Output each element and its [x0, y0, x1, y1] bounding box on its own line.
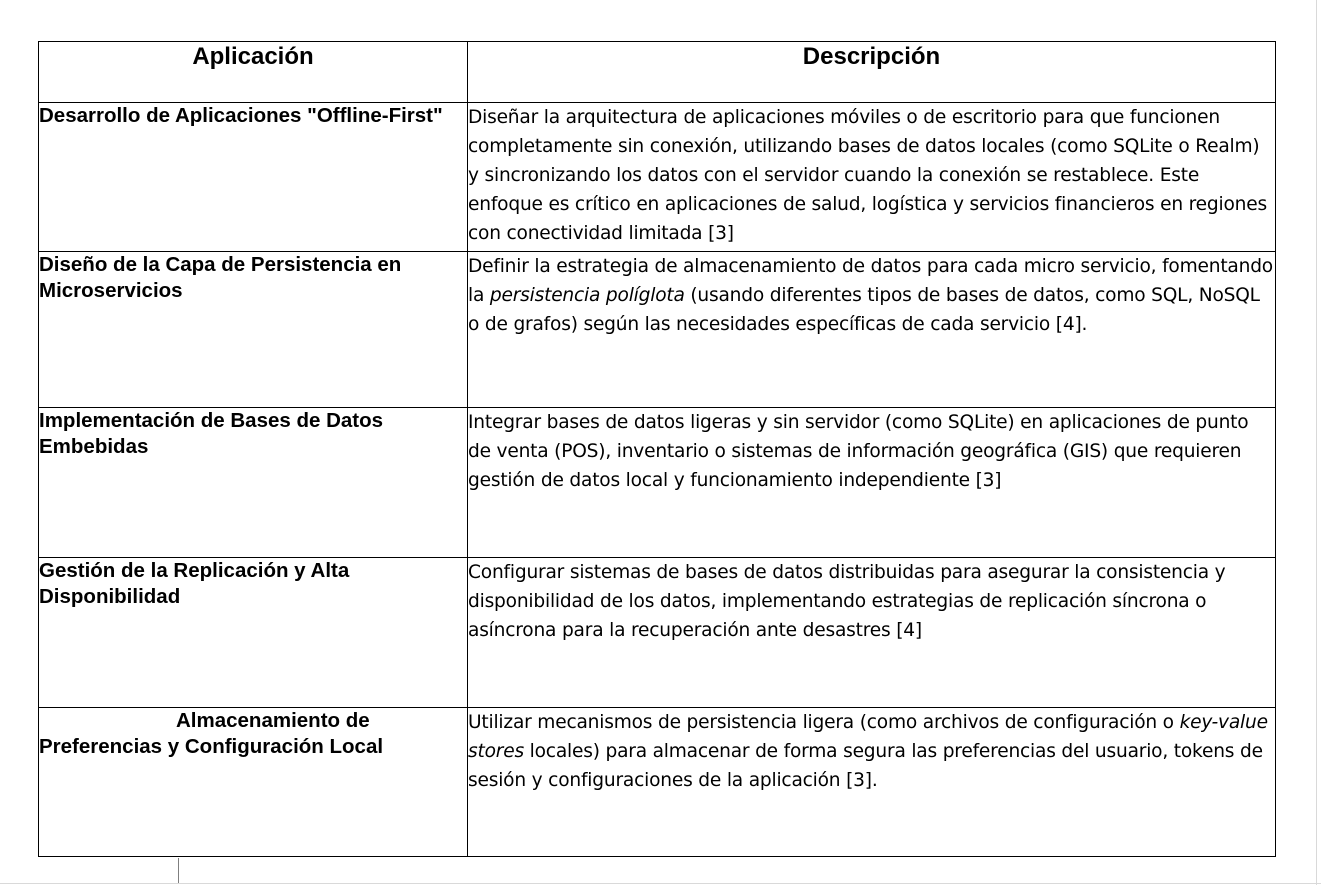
- table-header-row: [39, 42, 1276, 103]
- application-cell: Gestión de la Replicación y Alta Disponibilidad: [39, 558, 468, 708]
- description-text: Utilizar mecanismos de persistencia ligera (como archivos de configuración o: [468, 712, 1180, 733]
- description-text: locales) para almacenar de forma segura las preferencias del usuario, tokens de sesión y configuraciones de la aplicación [3].: [468, 741, 1263, 791]
- description-text: Definir la estrategia de almacenamiento de datos para cada micro servicio, fomentando la: [468, 256, 1273, 306]
- table-row: [39, 408, 1276, 558]
- description-cell: Configurar sistemas de bases de datos distribuidas para asegurar la consistencia y disponibilidad de los datos, implementando estrategias de replicación síncrona o asíncrona para la recuperación ante desastres [4]: [468, 558, 1276, 708]
- table-row: [39, 708, 1276, 857]
- description-cell: [468, 252, 1276, 408]
- application-text-line: Preferencias y Configuración Local: [39, 735, 384, 758]
- table-row: [39, 103, 1276, 252]
- description-text: (usando diferentes tipos de bases de datos, como SQL, NoSQL o de grafos) según las necesidades específicas de cada servicio [4].: [468, 285, 1260, 335]
- application-cell: Diseño de la Capa de Persistencia en Microservicios: [39, 252, 468, 408]
- text-cursor-marker: [178, 858, 179, 884]
- table-row: [39, 558, 1276, 708]
- column-header-description: Descripción: [468, 42, 1276, 103]
- page-edge: [0, 883, 1321, 884]
- description-cell: Diseñar la arquitectura de aplicaciones móviles o de escritorio para que funcionen completamente sin conexión, utilizando bases de datos locales (como SQLite o Realm) y sincronizando los datos con el servidor cuando la conexión se restablece. Este enfoque es crítico en aplicaciones de salud, logística y servicios financieros en regiones con conectividad limitada [3]: [468, 103, 1276, 252]
- application-text-line: Almacenamiento de: [176, 709, 370, 732]
- description-cell: Integrar bases de datos ligeras y sin servidor (como SQLite) en aplicaciones de punto de venta (POS), inventario o sistemas de información geográfica (GIS) que requieren gestión de datos local y funcionamiento independiente [3]: [468, 408, 1276, 558]
- application-cell: [39, 708, 468, 857]
- description-cell: [468, 708, 1276, 857]
- applications-table: [38, 41, 1276, 857]
- application-cell: Implementación de Bases de Datos Embebidas: [39, 408, 468, 558]
- description-italic-term: persistencia políglota: [489, 285, 685, 306]
- description-italic-term: key-value stores: [468, 712, 1268, 762]
- column-header-application: Aplicación: [39, 42, 468, 103]
- table-row: [39, 252, 1276, 408]
- application-cell: Desarrollo de Aplicaciones "Offline-First": [39, 103, 468, 252]
- page-edge: [1316, 0, 1317, 885]
